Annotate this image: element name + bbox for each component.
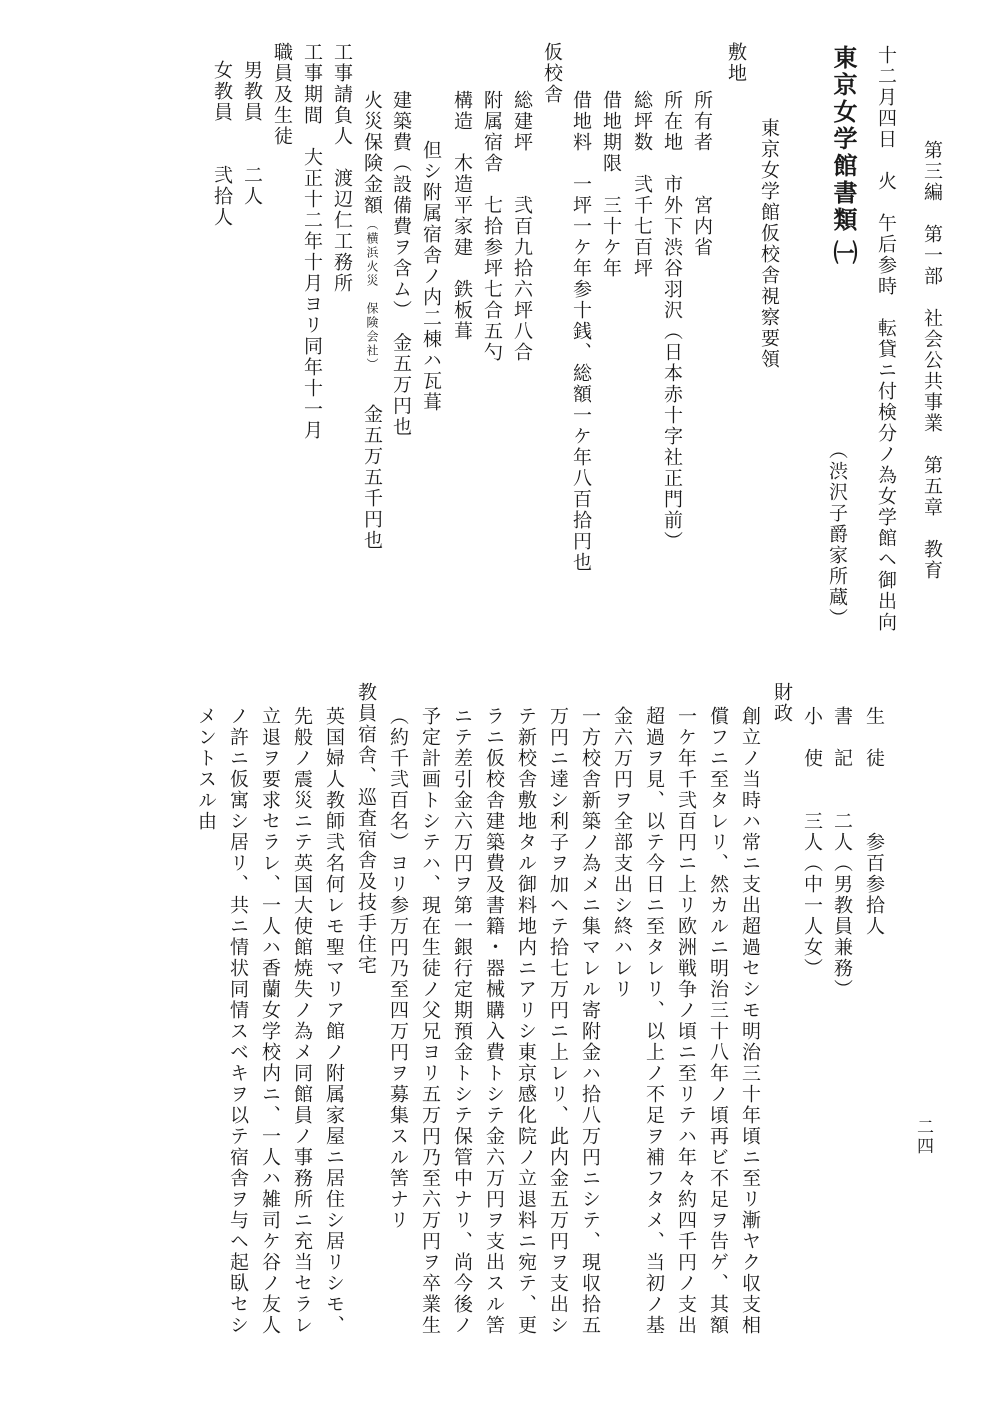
document-title-text: 東京女学館書類: [829, 45, 858, 234]
insurance-company-line1: 横浜火災: [365, 232, 379, 288]
finance-line-6: 一方校舎新築ノ為メニ集マレル寄附金ハ拾八万円ニシテ、現収拾五: [579, 706, 601, 1336]
finance-line-7: 万円ニ達シ利子ヲ加ヘテ拾七万円ニ上レリ、此内金五万円ヲ支出シ: [547, 706, 569, 1336]
insurance-line: [362, 90, 381, 551]
location-line: 所在地 市外下渋谷羽沢（日本赤十字社正門前）: [661, 90, 683, 552]
housing-line-2: 先般ノ震災ニテ英国大使館焼失ノ為メ同館員ノ事務所ニ充当セラレ: [291, 706, 313, 1336]
insurance-amount: 金五万五千円也: [361, 404, 383, 551]
finance-line-10: ニテ差引金六万円ヲ第一銀行定期預金トシテ保管中ナリ、尚今後ノ: [451, 706, 473, 1336]
finance-line-12: （約千弐百名）ヨリ参万円乃至四万円ヲ募集スル筈ナリ: [387, 706, 409, 1231]
male-teachers-line: 男教員 二人: [241, 60, 263, 207]
page-number: 二四: [913, 1118, 933, 1156]
contractor-line: 工事請負人 渡辺仁工務所: [331, 42, 353, 294]
construction-cost-line: 建築費（設備費ヲ含ム） 金五万円也: [390, 90, 412, 438]
finance-line-5: 金六万円ヲ全部支出シ終ハレリ: [611, 706, 633, 1000]
structure-line: 構造 木造平家建 鉄板葺: [451, 90, 473, 342]
insurance-label: 火災保険金額: [361, 90, 383, 216]
female-teachers-line: 女教員 弐拾人: [211, 60, 233, 228]
total-floor-line: 総建坪 弐百九拾六坪八合: [511, 90, 533, 363]
servants-line: 小 使 三人（中一人女）: [801, 706, 823, 979]
housing-line-1: 英国婦人教師弐名何レモ聖マリア館ノ附属家屋ニ居住シ居リシモ、: [323, 706, 345, 1336]
document-source: （渋沢子爵家所蔵）: [826, 440, 848, 629]
insurance-company: （横浜火災 保険会社）: [365, 218, 379, 372]
section-finance: 財政: [771, 682, 793, 724]
housing-line-4: ノ許ニ仮寓シ居リ、共ニ情状同情スベキヲ以テ宿舎ヲ与ヘ起臥セシ: [227, 706, 249, 1336]
finance-line-8: テ新校舎敷地タル御料地内ニアリシ東京感化院ノ立退料ニ宛テ、更: [515, 706, 537, 1336]
finance-line-1: 創立ノ当時ハ常ニ支出超過セシモ明治三十年頃ニ至リ漸ヤク収支相: [739, 706, 761, 1336]
document-title: [829, 45, 858, 267]
document-subtitle: 東京女学館仮校舎視察要領: [758, 118, 780, 370]
section-housing: 教員宿舎、巡査宿舎及技手住宅: [355, 682, 377, 976]
construction-period-line: 工事期間 大正十二年十月ヨリ同年十一月: [301, 42, 323, 441]
finance-line-2: 償フニ至タレリ、然カルニ明治三十八年ノ頃再ビ不足ヲ告ゲ、其額: [707, 706, 729, 1336]
finance-line-9: ラニ仮校舎建築費及書籍・器械購入費トシテ金六万円ヲ支出スル筈: [483, 706, 505, 1336]
finance-line-11: 予定計画トシテハ、現在生徒ノ父兄ヨリ五万円乃至六万円ヲ卒業生: [419, 706, 441, 1336]
document-title-number: ㈠: [829, 240, 858, 267]
finance-line-3: 一ケ年千弐百円ニ上リ欧洲戦争ノ頃ニ至リテハ年々約四千円ノ支出: [675, 706, 697, 1336]
area-line: 総坪数 弐千七百坪: [631, 90, 653, 279]
housing-line-5: メントスル由: [195, 706, 217, 832]
housing-line-3: 立退ヲ要求セラレ、一人ハ香蘭女学校内ニ、一人ハ雑司ケ谷ノ友人: [259, 706, 281, 1336]
rent-line: 借地料 一坪一ケ年参十銭、総額一ケ年八百拾円也: [570, 90, 592, 573]
section-shikichi: 敷地: [725, 42, 747, 84]
dormitory-line: 附属宿舎 七拾参坪七合五勺: [481, 90, 503, 363]
section-kari-kosha: 仮校舎: [541, 42, 563, 105]
staff-students-heading: 職員及生徒: [271, 42, 293, 147]
proviso-line: 但シ附属宿舎ノ内二棟ハ瓦葺: [420, 140, 442, 413]
students-line-visible: 生 徒 参百参拾人: [863, 706, 885, 937]
lease-term-line: 借地期限 三十ケ年: [600, 90, 622, 279]
insurance-company-line2: 保険会社: [365, 302, 379, 358]
running-head: 第三編 第一部 社会公共事業 第五章 教育: [921, 140, 943, 581]
finance-line-4: 超過ヲ見、以テ今日ニ至タレリ、以上ノ不足ヲ補フタメ、当初ノ基: [643, 706, 665, 1336]
owner-line: 所有者 宮内省: [691, 90, 713, 258]
date-line: 十二月四日 火 午后参時 転貸ニ付検分ノ為女学館ヘ御出向: [875, 45, 897, 633]
clerks-line: 書 記 二人（男教員兼務）: [831, 706, 853, 1000]
